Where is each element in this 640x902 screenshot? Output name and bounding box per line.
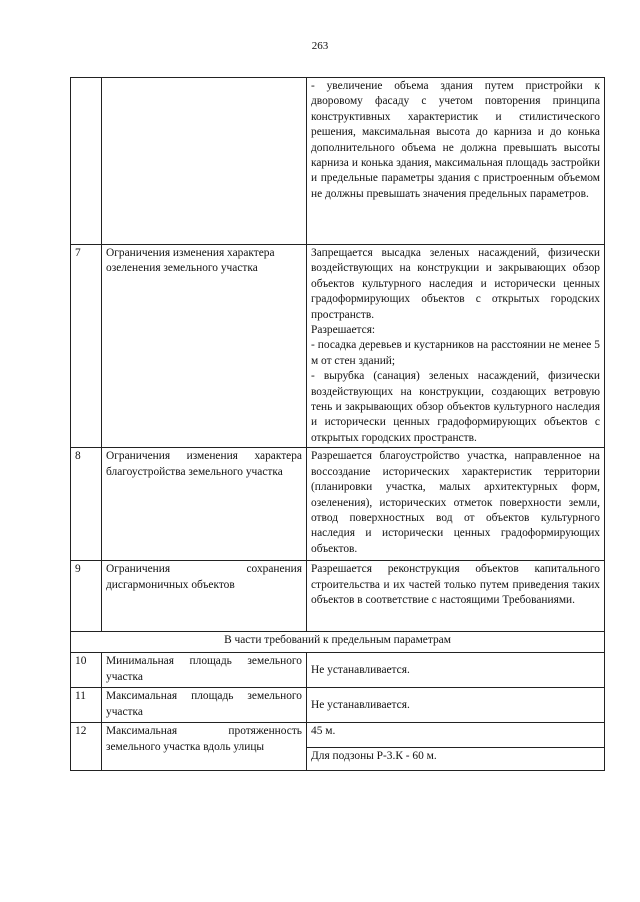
row-value: Разрешается реконструкция объектов капитального строительства и их частей только путем приведения таких объектов в соответствие с настоящими Требованиями.	[307, 561, 605, 632]
requirements-table	[70, 77, 605, 771]
section-row	[71, 632, 605, 653]
section-title: В части требований к предельным параметрам	[71, 632, 605, 653]
row-value: Не устанавливается.	[307, 688, 605, 723]
row-name	[102, 245, 307, 448]
table-row	[71, 561, 605, 632]
row-name: Минимальная площадь земельного участка	[102, 653, 307, 688]
row-value	[307, 723, 605, 771]
row-value	[307, 245, 605, 448]
value-paragraph: - вырубка (санация) зеленых насаждений, физически воздействующих на конструкции, создающих ветровую тень и закрывающих обзор объектов культурного наследия и исторически ценных градоформирующих объектов с открытых городских пространств.	[311, 370, 600, 444]
row-number	[71, 78, 102, 245]
row-name: Максимальная протяженность земельного участка вдоль улицы	[102, 723, 307, 771]
row-value: Не устанавливается.	[307, 653, 605, 688]
table-row	[71, 723, 605, 771]
table-row	[71, 448, 605, 561]
row-name: Максимальная площадь земельного участка	[102, 688, 307, 723]
table-row	[71, 653, 605, 688]
value-paragraph: Запрещается высадка зеленых насаждений, физически воздействующих на конструкции и закрывающих обзор объектов культурного наследия и исторически ценных градоформирующих объектов с открытых городских пространств.	[311, 247, 600, 321]
row-name: Ограничения сохранения дисгармоничных объектов	[102, 561, 307, 632]
row-number: 10	[71, 653, 102, 688]
row-number: 9	[71, 561, 102, 632]
value-paragraph: - посадка деревьев и кустарников на расстоянии не менее 5 м от стен зданий;	[311, 339, 600, 367]
table-row	[71, 78, 605, 245]
row-name: Ограничения изменения характера благоустройства земельного участка	[102, 448, 307, 561]
row-number: 7	[71, 245, 102, 448]
row-number: 11	[71, 688, 102, 723]
row-value: Разрешается благоустройство участка, направленное на воссоздание исторических характеристик территории (планировки участка, малых архитектурных форм, озеленения), исторических отметок поверхности земли, отвод поверхностных вод от объектов культурного наследия и исторически ценных градоформирующих объектов.	[307, 448, 605, 561]
table-row	[71, 245, 605, 448]
value-paragraph: Разрешается:	[311, 324, 376, 337]
row-value: - увеличение объема здания путем пристройки к дворовому фасаду с учетом повторения принципа конструктивных характеристик и стилистического решения, максимальная высота до карниза и до конька дополнительного объема не должна превышать высоты карниза и конька здания, максимальная площадь застройки и предельные параметры здания с пристроенным объемом не должны превышать значения предельных параметров.	[307, 78, 605, 245]
row-number: 8	[71, 448, 102, 561]
page-number: 263	[311, 40, 329, 52]
value-main: 45 м.	[307, 723, 604, 748]
table-row	[71, 688, 605, 723]
row-name	[102, 78, 307, 245]
row-number: 12	[71, 723, 102, 771]
row-name-text: Ограничения изменения характера озеленения земельного участка	[106, 247, 275, 275]
value-sub: Для подзоны Р-3.К - 60 м.	[311, 750, 437, 763]
